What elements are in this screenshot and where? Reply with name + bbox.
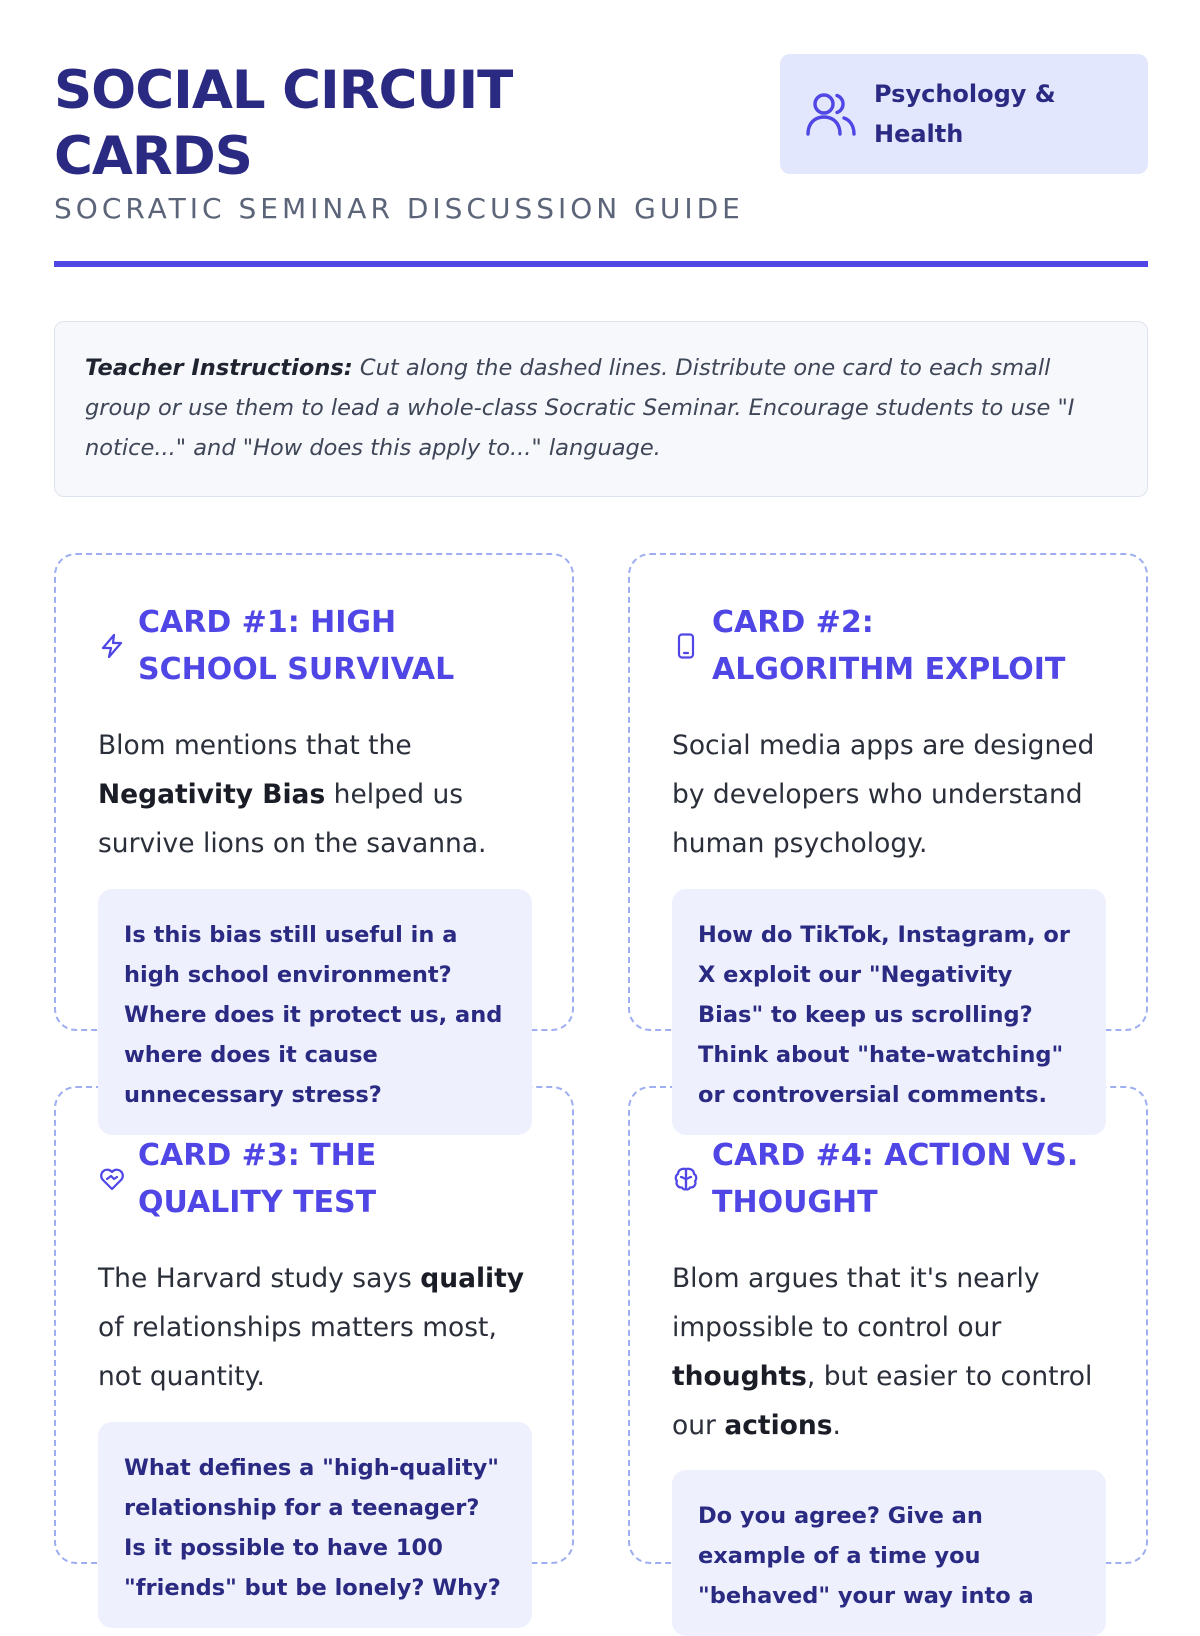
card-prompt [98, 721, 538, 868]
card-header [672, 1132, 1082, 1226]
card-title: CARD #3: THE QUALITY TEST [138, 1138, 377, 1220]
teacher-instructions [54, 321, 1148, 497]
instructions-text: Cut along the dashed lines. Distribute one card to each small group or use them to lead a whole-class Socratic Seminar. Encourage students to use "I notice..." and "How does this apply to..." language. [85, 355, 1075, 461]
card-question: How do TikTok, Instagram, or X exploit our "Negativity Bias" to keep us scrolling? Think about "hate-watching" or controversial comments. [672, 889, 1106, 1135]
lightning-icon [98, 632, 126, 660]
card-prompt-emphasis: Negativity Bias [98, 779, 326, 810]
card-title: CARD #4: ACTION VS. THOUGHT [712, 1138, 1079, 1220]
card-prompt-text: of relationships matters most, not quantity. [98, 1312, 497, 1392]
page-subtitle: SOCRATIC SEMINAR DISCUSSION GUIDE [54, 192, 744, 225]
card-prompt [98, 1254, 538, 1401]
brain-icon [672, 1165, 700, 1193]
card-header [98, 599, 508, 693]
card-question: Do you agree? Give an example of a time you "behaved" your way into a [672, 1470, 1106, 1636]
card-prompt-emphasis: quality [420, 1263, 525, 1294]
card-header [672, 599, 1082, 693]
header-divider [54, 261, 1148, 267]
phone-icon [672, 632, 700, 660]
card-prompt-text: , but easier to control our [672, 1361, 1093, 1441]
card-title: CARD #1: HIGH SCHOOL SURVIVAL [138, 605, 455, 687]
card-header [98, 1132, 508, 1226]
heart-handshake-icon [98, 1165, 126, 1193]
discussion-card-3 [54, 1086, 574, 1601]
card-prompt-text: Blom mentions that the [98, 730, 412, 761]
instructions-label: Teacher Instructions: [85, 355, 353, 381]
card-prompt-emphasis: actions [724, 1410, 833, 1441]
card-prompt-text: Blom argues that it's nearly impossible to control our [672, 1263, 1040, 1343]
subject-badge [780, 54, 1148, 174]
discussion-card-4 [628, 1086, 1148, 1609]
card-title: CARD #2: ALGORITHM EXPLOIT [712, 605, 1066, 687]
card-question: Is this bias still useful in a high school environment? Where does it protect us, and where does it cause unnecessary stress? [98, 889, 532, 1135]
card-prompt: Social media apps are designed by developers who understand human psychology. [672, 730, 1095, 859]
discussion-card-1 [54, 553, 574, 1108]
card-question: What defines a "high-quality" relationship for a teenager? Is it possible to have 100 "friends" but be lonely? Why? [98, 1422, 532, 1628]
page-title: SOCIAL CIRCUIT CARDS [54, 60, 513, 187]
discussion-card-2 [628, 553, 1148, 1108]
users-icon [802, 85, 860, 143]
subject-badge-label: Psychology & Health [874, 80, 1056, 148]
card-prompt-text: . [832, 1410, 841, 1441]
card-prompt-text: helped us survive lions on the savanna. [98, 779, 487, 859]
card-prompt [672, 1254, 1112, 1450]
card-prompt-emphasis: thoughts [672, 1361, 807, 1392]
card-prompt-text: The Harvard study says [98, 1263, 421, 1294]
